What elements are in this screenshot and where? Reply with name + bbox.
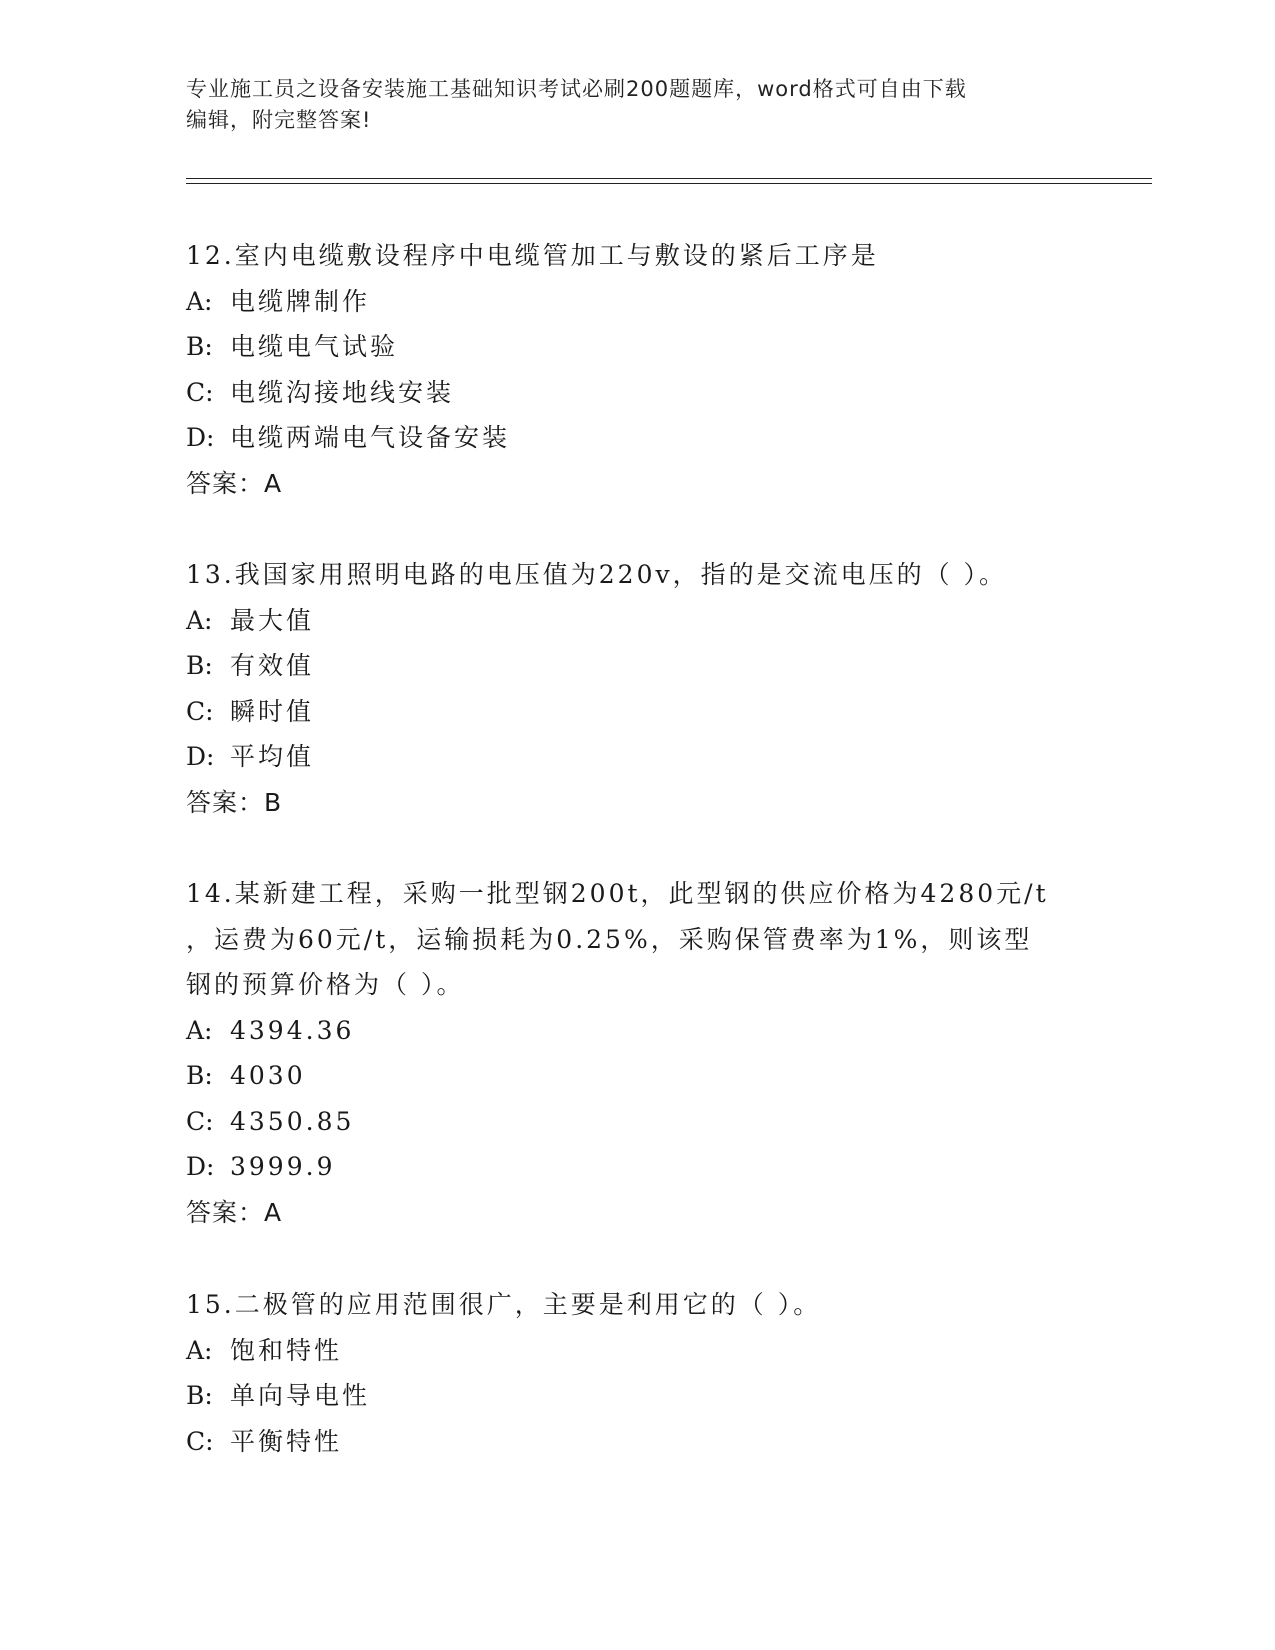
option-letter: A: <box>186 286 213 316</box>
option-text: 电缆电气试验 <box>230 332 399 361</box>
option-b <box>186 324 1086 370</box>
option-text: 最大值 <box>230 605 315 635</box>
question-15 <box>186 1282 1086 1464</box>
option-letter: B: <box>186 1381 213 1410</box>
question-text: 12.室内电缆敷设程序中电缆管加工与敷设的紧后工序是 <box>186 241 879 270</box>
question-text: 13.我国家用照明电路的电压值为220v，指的是交流电压的（ ）。 <box>186 560 1008 589</box>
question-14 <box>186 871 1086 1235</box>
option-d <box>186 415 1086 461</box>
option-a <box>186 1328 1086 1374</box>
option-a <box>186 279 1086 325</box>
option-b <box>186 643 1086 689</box>
question-13 <box>186 552 1086 825</box>
header-line-2: 编辑，附完整答案! <box>186 108 372 132</box>
header-divider <box>186 178 1152 184</box>
answer-line: 答案：A <box>186 468 283 498</box>
option-letter: C: <box>186 1426 214 1456</box>
question-12 <box>186 233 1086 506</box>
option-text: 4030 <box>230 1061 306 1090</box>
option-text: 电缆牌制作 <box>230 286 371 316</box>
option-a <box>186 1008 1086 1054</box>
option-text: 4350.85 <box>230 1106 355 1136</box>
answer-line: 答案：A <box>186 1197 283 1227</box>
option-text: 3999.9 <box>230 1152 336 1181</box>
option-text: 电缆两端电气设备安装 <box>230 423 511 452</box>
option-letter: D: <box>186 1152 215 1181</box>
option-letter: D: <box>186 742 215 771</box>
option-text: 电缆沟接地线安装 <box>230 377 455 407</box>
question-text-line-1: 14.某新建工程，采购一批型钢200t，此型钢的供应价格为4280元/t <box>186 879 1049 908</box>
option-c <box>186 689 1086 735</box>
header-line-1: 专业施工员之设备安装施工基础知识考试必刷200题题库，word格式可自由下载 <box>186 77 967 101</box>
answer-line: 答案：B <box>186 787 283 817</box>
option-letter: A: <box>186 1015 213 1045</box>
option-letter: D: <box>186 423 215 452</box>
option-text: 饱和特性 <box>230 1335 343 1365</box>
option-text: 单向导电性 <box>230 1381 371 1410</box>
option-c <box>186 1099 1086 1145</box>
option-text: 瞬时值 <box>230 696 315 726</box>
option-text: 有效值 <box>230 651 315 680</box>
option-letter: A: <box>186 1335 213 1365</box>
option-d <box>186 1144 1086 1190</box>
option-a <box>186 598 1086 644</box>
option-b <box>186 1373 1086 1419</box>
document-header <box>186 74 1076 136</box>
option-letter: C: <box>186 377 214 407</box>
option-letter: C: <box>186 696 214 726</box>
question-text: 15.二极管的应用范围很广，主要是利用它的（ ）。 <box>186 1290 822 1319</box>
option-text: 平均值 <box>230 742 315 771</box>
question-text-line-3: 钢的预算价格为（ ）。 <box>186 970 465 999</box>
option-c <box>186 1419 1086 1465</box>
option-d <box>186 734 1086 780</box>
option-c <box>186 370 1086 416</box>
option-letter: B: <box>186 1061 213 1090</box>
option-letter: B: <box>186 651 213 680</box>
option-letter: A: <box>186 605 213 635</box>
option-letter: C: <box>186 1106 214 1136</box>
option-text: 平衡特性 <box>230 1426 343 1456</box>
option-b <box>186 1053 1086 1099</box>
option-text: 4394.36 <box>230 1015 355 1045</box>
question-text-line-2: ，运费为60元/t，运输损耗为0.25%，采购保管费率为1%，则该型 <box>186 924 1033 954</box>
option-letter: B: <box>186 332 213 361</box>
